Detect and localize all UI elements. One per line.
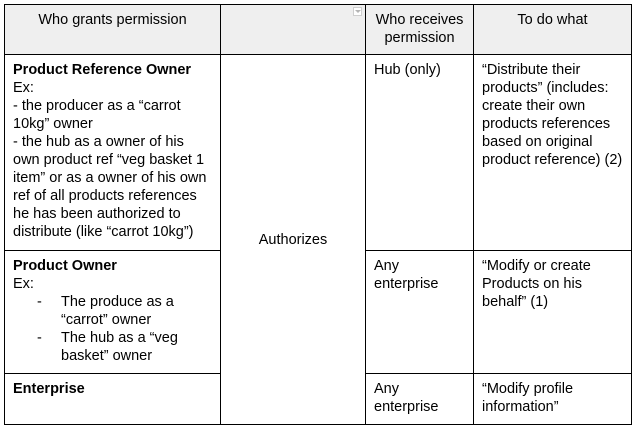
permissions-table [4, 4, 632, 425]
example-line: Ex: [13, 80, 34, 96]
header-who-grants: Who grants permission [5, 5, 221, 55]
example-list [13, 293, 212, 365]
grantor-title: Product Owner [13, 258, 117, 274]
example-line: Ex: [13, 276, 34, 292]
list-item: - The produce as a “carrot” owner [37, 294, 174, 328]
receiver-cell: Hub (only) [366, 55, 474, 251]
receiver-cell: Any enterprise [366, 251, 474, 374]
header-to-do-what: To do what [474, 5, 632, 55]
list-item: - The hub as a “veg basket” owner [37, 330, 178, 364]
action-cell: “Modify or create Products on his behalf” (1) [474, 251, 632, 374]
example-line: - the hub as a owner of his own product ref “veg basket 1 item” or as a owner of his own ref of all products references he has been authorized to distribute (like “carrot 10kg”) [13, 134, 207, 240]
grantor-cell [5, 55, 221, 251]
authorizes-cell: Authorizes [221, 55, 366, 425]
grantor-cell [5, 251, 221, 374]
receiver-cell: Any enterprise [366, 374, 474, 425]
action-cell: “Distribute their products” (includes: create their own products references based on original product reference) (2) [474, 55, 632, 251]
chevron-down-icon[interactable] [353, 7, 362, 16]
action-cell: “Modify profile information” [474, 374, 632, 425]
grantor-title: Product Reference Owner [13, 62, 192, 78]
example-line: - the producer as a “carrot 10kg” owner [13, 98, 181, 132]
grantor-title: Enterprise [13, 381, 85, 397]
header-who-receives: Who receives permission [366, 5, 474, 55]
header-row [5, 5, 632, 55]
grantor-cell [5, 374, 221, 425]
header-action-column [221, 5, 366, 55]
table-row [5, 55, 632, 251]
